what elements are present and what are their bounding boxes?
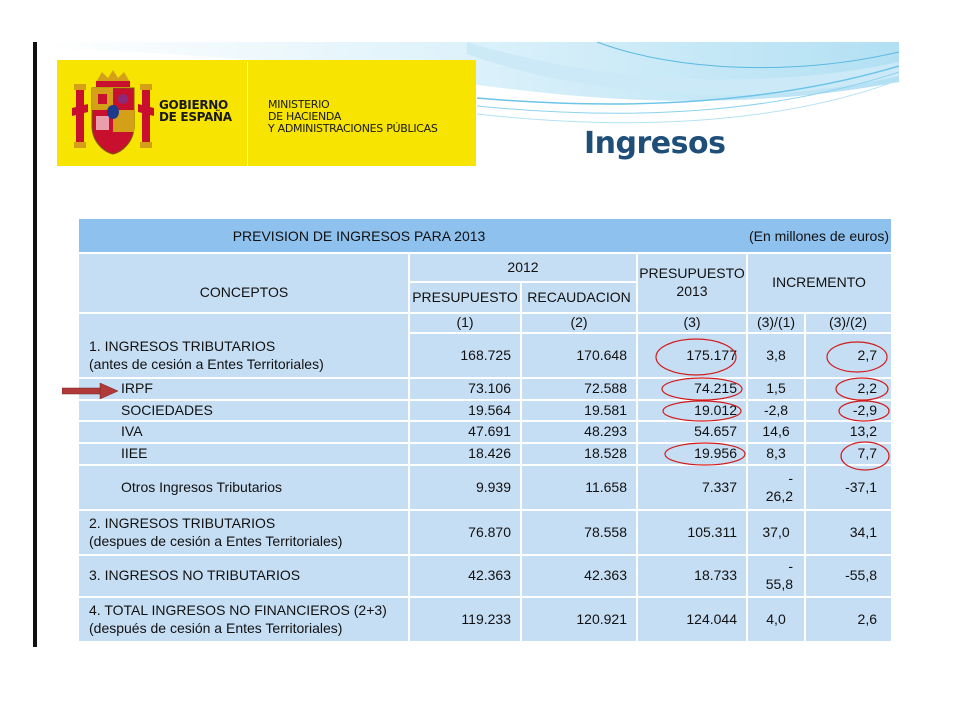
value-cell: 105.311 (687, 523, 737, 540)
value-cell: - 26,2 (765, 469, 793, 504)
value-cell: 124.044 (686, 610, 737, 627)
table-title: PREVISION DE INGRESOS PARA 2013 (232, 227, 486, 244)
value-cell: -2,8 (763, 401, 789, 418)
value-cell: 19.564 (468, 401, 511, 418)
value-cell: 175.177 (686, 346, 737, 363)
value-cell: -55,8 (845, 567, 877, 583)
value-cell: 18.426 (468, 445, 511, 461)
value-cell: - 55,8 (765, 558, 793, 592)
header-presupuesto-2012: PRESUPUESTO (412, 288, 518, 305)
value-cell: -37,1 (845, 478, 877, 495)
header-index: (2) (570, 314, 588, 330)
header-index: (3)/(2) (828, 314, 868, 330)
value-cell: 13,2 (849, 423, 877, 439)
value-cell: 54.657 (694, 423, 737, 439)
header-year-2012: 2012 (507, 258, 539, 275)
value-cell: 78.558 (584, 523, 627, 540)
header-index: (1) (456, 314, 474, 330)
value-cell: 19.012 (694, 401, 737, 418)
value-cell: 8,3 (766, 445, 786, 461)
value-cell: 18.733 (694, 567, 737, 583)
value-cell: 37,0 (762, 523, 790, 540)
value-cell: 1,5 (766, 380, 786, 396)
concept-cell: 1. INGRESOS TRIBUTARIOS (antes de cesión a Entes Territoriales) (89, 337, 324, 372)
concept-cell: IRPF (121, 380, 153, 396)
value-cell: 19.956 (694, 445, 737, 461)
value-cell: 72.588 (584, 380, 627, 396)
page-title: Ingresos (584, 126, 726, 161)
value-cell: 74.215 (694, 380, 737, 396)
header-recaudacion-2012: RECAUDACION (527, 288, 631, 305)
concept-cell: 3. INGRESOS NO TRIBUTARIOS (89, 567, 301, 583)
header-presupuesto-2013: PRESUPUESTO 2013 (639, 265, 745, 299)
concept-cell: Otros Ingresos Tributarios (121, 478, 283, 495)
concept-cell: SOCIEDADES (121, 401, 213, 418)
arrow-right-icon (62, 383, 118, 399)
value-cell: 7,7 (857, 445, 877, 461)
value-cell: 4,0 (766, 610, 786, 627)
value-cell: 48.293 (584, 423, 627, 439)
value-cell: 9.939 (475, 478, 511, 495)
header-incremento: INCREMENTO (772, 274, 866, 290)
value-cell: 11.658 (585, 478, 627, 495)
ministry-name: MINISTERIO DE HACIENDA Y ADMINISTRACIONES PÚBLICAS (268, 98, 438, 135)
value-cell: 2,7 (857, 346, 877, 363)
header-conceptos: CONCEPTOS (199, 284, 289, 300)
concept-cell: IVA (121, 423, 143, 439)
value-cell: 19.581 (584, 401, 627, 418)
value-cell: 170.648 (576, 346, 627, 363)
value-cell: 14,6 (762, 423, 790, 439)
header-index: (3)/(1) (756, 314, 796, 330)
banner-divider (247, 62, 248, 166)
government-name: GOBIERNO DE ESPAÑA (159, 98, 232, 124)
value-cell: 73.106 (468, 380, 511, 396)
concept-cell: 2. INGRESOS TRIBUTARIOS (despues de cesión a Entes Territoriales) (89, 514, 343, 549)
concept-cell: IIEE (121, 445, 148, 461)
table-units: (En millones de euros) (748, 227, 889, 244)
value-cell: 120.921 (576, 610, 627, 627)
value-cell: 76.870 (468, 523, 511, 540)
concept-cell: 4. TOTAL INGRESOS NO FINANCIEROS (2+3) (después de cesión a Entes Territoriales) (89, 601, 387, 636)
coat-of-arms-icon (72, 68, 154, 158)
value-cell: 42.363 (584, 567, 627, 583)
value-cell: 2,2 (857, 380, 877, 396)
value-cell: 168.725 (460, 346, 511, 363)
value-cell: 119.233 (461, 610, 511, 627)
value-cell: 7.337 (701, 478, 737, 495)
value-cell: 18.528 (584, 445, 627, 461)
value-cell: 47.691 (468, 423, 511, 439)
value-cell: 3,8 (766, 346, 786, 363)
value-cell: 2,6 (857, 610, 877, 627)
value-cell: 34,1 (849, 523, 877, 540)
value-cell: 42.363 (468, 567, 511, 583)
value-cell: -2,9 (852, 401, 877, 418)
income-forecast-table (79, 219, 891, 641)
header-index: (3) (683, 314, 701, 330)
